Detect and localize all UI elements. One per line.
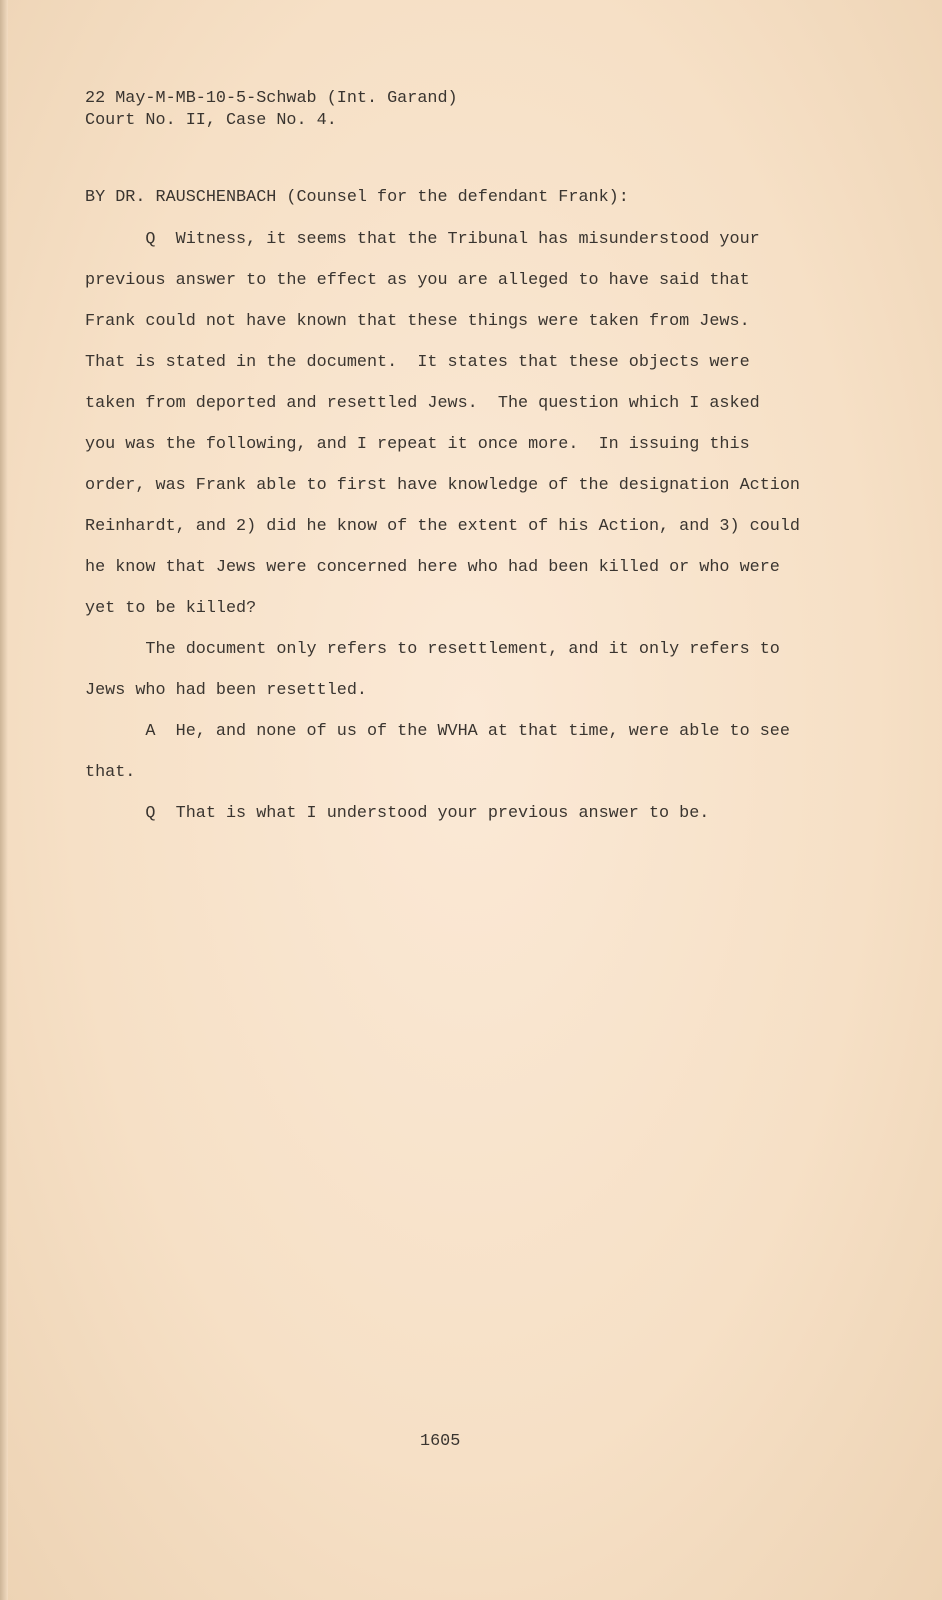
transcript-line: previous answer to the effect as you are alleged to have said that (85, 271, 750, 290)
page-edge (0, 0, 8, 1600)
examiner-heading: BY DR. RAUSCHENBACH (Counsel for the defendant Frank): (85, 188, 629, 207)
transcript-line: Q That is what I understood your previous answer to be. (85, 804, 710, 823)
header-court-line: Court No. II, Case No. 4. (85, 111, 337, 130)
transcript-line: Jews who had been resettled. (85, 681, 367, 700)
transcript-line: he know that Jews were concerned here who had been killed or who were (85, 558, 780, 577)
transcript-line: yet to be killed? (85, 599, 257, 618)
transcript-line: that. (85, 763, 136, 782)
page-number: 1605 (420, 1432, 461, 1451)
transcript-line: taken from deported and resettled Jews. The question which I asked (85, 394, 760, 413)
header-session-line: 22 May-M-MB-10-5-Schwab (Int. Garand) (85, 89, 458, 108)
transcript-line: A He, and none of us of the WVHA at that time, were able to see (85, 722, 790, 741)
transcript-line: order, was Frank able to first have knowledge of the designation Action (85, 476, 800, 495)
transcript-line: you was the following, and I repeat it once more. In issuing this (85, 435, 750, 454)
transcript-line: Frank could not have known that these things were taken from Jews. (85, 312, 750, 331)
transcript-line: The document only refers to resettlement, and it only refers to (85, 640, 780, 659)
document-header (85, 88, 458, 132)
transcript-line: That is stated in the document. It states that these objects were (85, 353, 750, 372)
transcript-line: Q Witness, it seems that the Tribunal has misunderstood your (85, 230, 760, 249)
transcript-line: Reinhardt, and 2) did he know of the extent of his Action, and 3) could (85, 517, 800, 536)
